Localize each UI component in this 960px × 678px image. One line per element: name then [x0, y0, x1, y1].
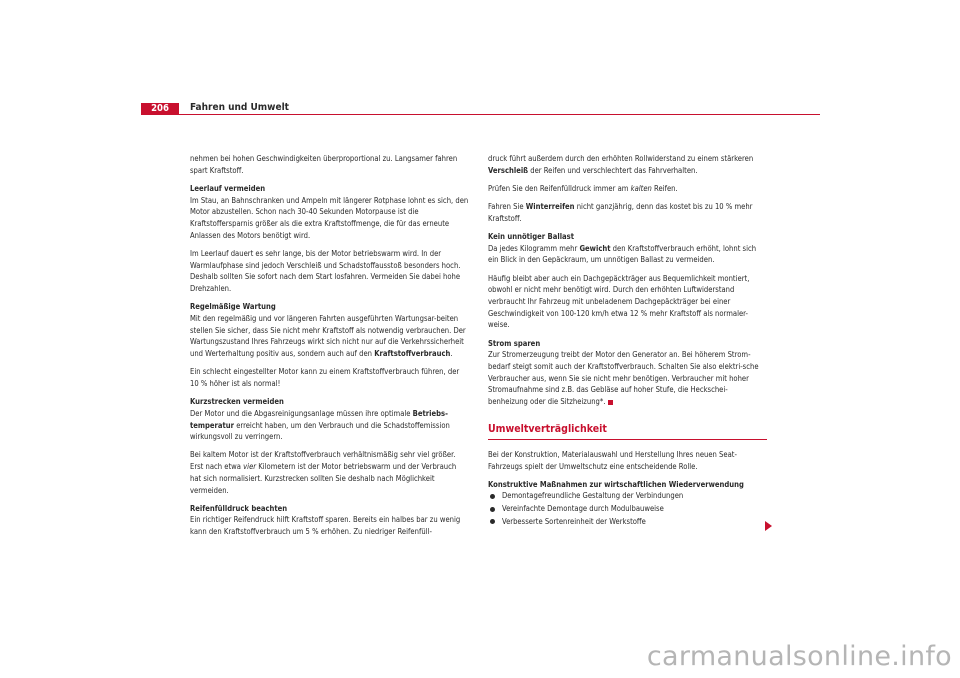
- leerlauf-paragraph-2: Im Leerlauf dauert es sehr lange, bis der Motor betriebswarm wird. In der Warmlaufphase sind jedoch Verschleiß und Schadstoffausstoß besonders hoch. Deshalb sollten Sie sofort nach dem Start losfahren. Vermeiden Sie dabei hohe Drehzahlen.: [190, 248, 461, 294]
- bullet-icon: [490, 494, 495, 499]
- text-run: Zur Stromerzeugung treibt der Motor den Generator an. Bei höherem Strom-bedarf steigt somit auch der Kraftstoffverbrauch. Schalten Sie also elektri-sche Verbraucher aus, wenn Sie sie nicht mehr benötigen. Verbraucher mit hoher Stromaufnahme sind z.B. das Gebläse auf hoher Stufe, die Heckschei-benheizung oder die Sitzheizung*.: [488, 350, 759, 407]
- bullet-list: [488, 490, 767, 527]
- continue-arrow-icon: [765, 521, 772, 531]
- bold-term: Gewicht: [579, 243, 611, 253]
- watermark: carmanualsonline.info: [646, 641, 952, 672]
- heading-ballast: Kein unnötiger Ballast: [488, 232, 574, 242]
- bullet-icon: [490, 519, 495, 524]
- umwelt-paragraph-1: Bei der Konstruktion, Materialauswahl und Herstellung Ihres neuen Seat-Fahrzeugs spielt der Umweltschutz eine entscheidende Rolle.: [488, 449, 737, 471]
- text-run: Bei kaltem Motor ist der Kraftstoffverbrauch verhältnismäßig sehr viel größer. Erst nach etwa: [190, 450, 456, 472]
- text-run: .: [450, 349, 453, 359]
- italic-term: kalten: [630, 183, 652, 193]
- page-number: 206: [141, 103, 179, 115]
- left-column: [190, 153, 469, 544]
- heading-wartung: Regelmäßige Wartung: [190, 302, 276, 312]
- text-run: Kilometern ist der Motor betriebswarm und der Verbrauch hat sich normalisiert. Kurzstrecken sollten Sie deshalb nach Möglichkeit vermeiden.: [190, 462, 457, 495]
- list-item: [488, 490, 767, 502]
- text-run: Da jedes Kilogramm mehr: [488, 243, 580, 253]
- bullet-icon: [490, 507, 495, 512]
- bold-term: Winterreifen: [525, 202, 575, 212]
- list-item-text: Verbesserte Sortenreinheit der Werkstoffe: [502, 516, 646, 526]
- ballast-paragraph-2: Häufig bleibt aber auch ein Dachgepäckträger aus Bequemlichkeit montiert, obwohl er nicht mehr benötigt wird. Durch den erhöhten Luftwiderstand verbraucht Ihr Fahrzeug mit unbeladenem Dachgepäckträger bei einer Geschwindigkeit von 100-120 km/h etwa 12 % mehr Kraftstoff als normaler-weise.: [488, 273, 750, 330]
- list-item: [488, 516, 767, 528]
- header-rule: [141, 114, 820, 115]
- heading-strom-sparen: Strom sparen: [488, 338, 541, 348]
- text-run: Der Motor und die Abgasreinigungsanlage müssen ihre optimale: [190, 408, 413, 418]
- text-run: nicht ganzjährig, denn das kostet bis zu 10 % mehr Kraftstoff.: [488, 202, 753, 223]
- leerlauf-paragraph-1: Im Stau, an Bahnschranken und Ampeln mit längerer Rotphase lohnt es sich, den Motor abzustellen. Schon nach 30-40 Sekunden Motorpause ist die Kraftstoffersparnis größer als die extra Kraftstoffmenge, die für das erneute Anlassen des Motors benötigt wird.: [190, 195, 469, 240]
- bold-term: Verschleiß: [488, 165, 529, 175]
- strom-paragraph-1: [488, 349, 767, 408]
- text-run: Prüfen Sie den Reifenfülldruck immer am: [488, 183, 631, 193]
- reifen-continued-paragraph: [488, 153, 767, 176]
- bold-term: Betriebs-temperatur: [190, 408, 448, 430]
- ballast-paragraph-1: [488, 243, 767, 266]
- italic-term: vier: [243, 462, 257, 472]
- section-title-umweltvertraeglichkeit: Umweltverträglichkeit: [488, 422, 767, 440]
- kurzstrecken-paragraph-1: [190, 408, 469, 443]
- heading-reifenfuelldruck: Reifenfülldruck beachten: [190, 503, 288, 513]
- page-title: Fahren und Umwelt: [190, 102, 289, 113]
- intro-paragraph: nehmen bei hohen Geschwindigkeiten überproportional zu. Langsamer fahren spart Kraftstoff.: [190, 154, 458, 175]
- text-run: Mit den regelmäßig und vor längeren Fahrten ausgeführten Wartungsar-beiten stellen Sie sicher, dass Sie nicht mehr Kraftstoff als notwendig verbrauchen. Der Wartungszustand Ihres Fahrzeugs wirkt sich nicht nur auf die Verkehrssicherheit und Werterhaltung positiv aus, sondern auch auf den: [190, 313, 466, 359]
- text-run: Fahren Sie: [488, 202, 526, 212]
- reifen-paragraph-3: [488, 201, 767, 224]
- list-item-text: Vereinfachte Demontage durch Modulbauweise: [502, 504, 664, 514]
- bold-term: Kraftstoffverbrauch: [374, 349, 451, 359]
- text-run: Reifen.: [651, 183, 678, 193]
- reifen-paragraph-2: [488, 183, 767, 195]
- text-run: erreicht haben, um den Verbrauch und die Schadstoffemission wirkungsvoll zu verringern.: [190, 420, 450, 442]
- list-item: [488, 503, 767, 515]
- list-item-text: Demontagefreundliche Gestaltung der Verbindungen: [502, 491, 684, 501]
- right-column: [488, 153, 767, 529]
- section-end-icon: [608, 400, 613, 405]
- wartung-paragraph-1: [190, 313, 469, 360]
- reifen-paragraph-1: Ein richtiger Reifendruck hilft Kraftstoff sparen. Bereits ein halbes bar zu wenig kann den Kraftstoffverbrauch um 5 % erhöhen. Zu niedriger Reifenfüll-: [190, 515, 461, 537]
- heading-kurzstrecken: Kurzstrecken vermeiden: [190, 397, 284, 407]
- wartung-paragraph-2: Ein schlecht eingestellter Motor kann zu einem Kraftstoffverbrauch führen, der 10 % höher ist als normal!: [190, 367, 460, 388]
- text-run: den Kraftstoffverbrauch erhöht, lohnt sich ein Blick in den Gepäckraum, um unnötigen Ballast zu vermeiden.: [488, 243, 757, 265]
- text-run: der Reifen und verschlechtert das Fahrverhalten.: [528, 165, 698, 175]
- text-run: druck führt außerdem durch den erhöhten Rollwiderstand zu einem stärkeren: [488, 154, 754, 163]
- heading-leerlauf: Leerlauf vermeiden: [190, 183, 266, 193]
- heading-massnahmen: Konstruktive Maßnahmen zur wirtschaftlichen Wiederverwendung: [488, 479, 744, 489]
- kurzstrecken-paragraph-2: [190, 449, 469, 496]
